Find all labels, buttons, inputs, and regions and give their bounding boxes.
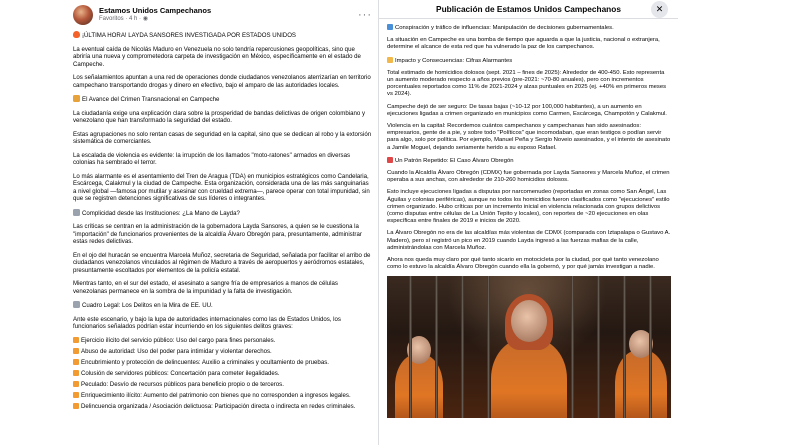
paragraph-text: Estas agrupaciones no solo rentan casas de seguridad en la capital, sino que se dedican al robo y la extorsión sistemática de comerciantes. xyxy=(73,130,372,145)
cell-bar xyxy=(409,276,412,418)
cell-bar xyxy=(435,276,438,418)
check-icon xyxy=(73,381,79,387)
modal-text xyxy=(387,24,672,271)
crime-text: Peculado: Desvío de recursos públicos para beneficio propio o de terceros. xyxy=(81,380,284,388)
post-paragraph xyxy=(387,123,672,152)
shield-icon xyxy=(73,95,80,102)
post-paragraph xyxy=(387,37,672,51)
paragraph-text: Complicidad desde las Instituciones: ¿La Mano de Layda? xyxy=(82,209,240,217)
page-avatar[interactable] xyxy=(73,5,93,25)
crime-list-item xyxy=(73,337,372,345)
crime-list-item xyxy=(73,381,372,389)
paragraph-text: La eventual caída de Nicolás Maduro en Venezuela no solo tendría repercusiones geopolíticas, sino que abriría una nueva y comprometedora carpeta de investigación en México, específicamente en el estado de Campeche. xyxy=(73,45,361,68)
modal-body xyxy=(379,19,678,418)
paragraph-text: Los señalamientos apuntan a una red de operaciones donde ciudadanos venezolanos aterrizarían en territorio campechano transportando drogas y dinero en efectivo, bajo el amparo de las autoridades locales. xyxy=(73,74,371,89)
crime-text: Colusión de servidores públicos: Concertación para cometer ilegalidades. xyxy=(81,369,280,377)
crime-list xyxy=(73,337,372,411)
post-paragraph xyxy=(387,104,672,118)
post-modal xyxy=(378,0,678,445)
post-paragraph xyxy=(73,316,372,331)
post-paragraph xyxy=(73,46,372,69)
crime-text: Enriquecimiento ilícito: Aumento del patrimonio con bienes que no corresponden a ingresos legales. xyxy=(81,391,351,399)
check-icon xyxy=(73,337,79,343)
post-paragraph xyxy=(387,230,672,252)
cell-bar xyxy=(597,276,600,418)
post-paragraph xyxy=(387,70,672,99)
post-paragraph xyxy=(73,252,372,275)
post-body xyxy=(73,31,372,331)
post-paragraph xyxy=(73,301,372,310)
feed-post xyxy=(0,0,378,445)
check-icon xyxy=(73,392,79,398)
photo-figure-center xyxy=(491,338,567,418)
paragraph-text: En el ojo del huracán se encuentra Marcela Muñoz, secretaria de Seguridad, señalada por facilitar el arribo de ciudadanos venezolanos vinculados al régimen de Maduro a través de aeropuertos y aeródromos estatales, presuntamente escoltados por elementos de la policía estatal. xyxy=(73,251,371,274)
more-options-button[interactable]: ··· xyxy=(358,9,372,21)
paragraph-text: Violencia en la capital: Recordemos cuántos campechanos y campechanas han sido asesinados: empresarios, gente de a pie, y sobre todo "Políticos" que incomodaban, que eran testigos o podían servir para algo, solo por política. Por ejemplo, Manuel Peña y Sergio Noveio asesinados, y el intento de asesinato a Jamile Moguel, dejando seriamente herido a su esposo Rafael. xyxy=(387,123,671,151)
post-paragraph xyxy=(73,280,372,295)
paragraph-text: La escalada de violencia es evidente: la irrupción de los llamados "moto-ratones" armados en diversas colonias ha sembrado el terror. xyxy=(73,151,351,166)
post-header xyxy=(73,5,372,25)
post-paragraph xyxy=(73,110,372,125)
post-paragraph xyxy=(387,189,672,225)
paragraph-text: Esto incluye ejecuciones ligadas a disputas por narcomenudeo (reportadas en zonas como San Ángel, Las Águilas y colonias periféricas), aunque no todos los homicidios fueron clasificados como "ejecuciones" estilo crimen organizado. Hubo críticas por un incremento inicial en violencia relacionada con grupos delictivos (como disputas entre células de La Unión Tepito y locales), con reportes de ~20 ejecuciones en olas específicas entre finales de 2019 e inicios de 2020. xyxy=(387,189,670,225)
cell-bar xyxy=(571,276,574,418)
cell-bar xyxy=(487,276,490,418)
boom-icon xyxy=(387,57,393,63)
post-paragraph xyxy=(73,152,372,167)
check-icon xyxy=(73,359,79,365)
crime-text: Ejercicio ilícito del servicio público: Uso del cargo para fines personales. xyxy=(81,336,276,344)
paragraph-text: Total estimado de homicidios dolosos (sept. 2021 – fines de 2025): Alrededor de 400-450. Esto representa un aumento moderado respecto a años previos (pre-2021: ~70-80 anuales), pero con incrementos porcentuales reportados como 11% de 2021-2024 y alzas puntuales en 2025 (ej. +40% en primeros meses vs 2024). xyxy=(387,69,667,98)
check-icon xyxy=(73,403,79,409)
fire-icon xyxy=(73,31,80,38)
globe-icon xyxy=(387,24,393,30)
pin-icon xyxy=(387,157,393,163)
post-paragraph xyxy=(387,257,672,271)
crime-text: Abuso de autoridad: Uso del poder para intimidar y violentar derechos. xyxy=(81,347,272,355)
paragraph-text: La Álvaro Obregón no era de las alcaldías más violentas de CDMX (comparada con Iztapalapa o Gustavo A. Madero), pero sí registró un pico en 2019 cuando Layda ingresó a las fuerzas mafias de la calle, administrándolas con Marcela Muñoz. xyxy=(387,230,671,251)
cell-bar xyxy=(649,276,652,418)
paragraph-text: Ante este escenario, y bajo la lupa de autoridades internacionales como las de Estados Unidos, los funcionarios señalados podrían estar incurriendo en los siguientes delitos graves: xyxy=(73,315,341,330)
post-photo[interactable] xyxy=(387,276,671,418)
crime-list-item xyxy=(73,348,372,356)
post-paragraph xyxy=(73,95,372,104)
post-paragraph xyxy=(73,131,372,146)
check-icon xyxy=(73,370,79,376)
crime-text: Delincuencia organizada / Asociación delictuosa: Participación directa o indirecta en redes criminales. xyxy=(81,402,356,410)
post-paragraph xyxy=(387,157,672,165)
paragraph-text: Ahora nos queda muy claro por qué tanto sicario en motocicleta por la ciudad, por qué tanto venezolano como lo estuvo la alcaldía Álvaro Obregón cuando ella la gobernó, y por qué jamás investigan a nadie. xyxy=(387,257,659,271)
post-meta xyxy=(99,15,211,24)
paragraph-text: Conspiración y tráfico de influencias: Manipulación de decisiones gubernamentales. xyxy=(395,25,614,31)
post-paragraph xyxy=(387,57,672,65)
paragraph-text: Cuando la Alcaldía Álvaro Obregón (CDMX) fue gobernada por Layda Sansores y Marcela Muñoz, el crimen operaba a sus anchas, con alrededor de 210-260 homicidios dolosos. xyxy=(387,170,670,184)
modal-title: Publicación de Estamos Unidos Campechanos xyxy=(436,4,621,14)
globe-icon: ◉ xyxy=(142,16,148,22)
modal-header xyxy=(379,0,678,19)
post-paragraph xyxy=(73,173,372,203)
post-paragraph xyxy=(73,74,372,89)
paragraph-text: El Avance del Crimen Transnacional en Campeche xyxy=(82,96,220,103)
post-paragraph xyxy=(387,24,672,32)
crime-list-item xyxy=(73,403,372,411)
crime-list-item xyxy=(73,392,372,400)
close-icon: ✕ xyxy=(655,4,664,14)
crime-text: Encubrimiento y protección de delincuentes: Auxilio a criminales y ocultamiento de pruebas. xyxy=(81,358,329,366)
paragraph-text: Cuadro Legal: Los Delitos en la Mira de EE. UU. xyxy=(82,302,213,309)
post-paragraph xyxy=(73,223,372,246)
scale-icon xyxy=(73,209,80,216)
paragraph-text: Lo más alarmante es el asentamiento del Tren de Aragua (TDA) en municipios estratégicos como Candelaria, Escárcega, Calakmul y la ciudad de Campeche. Esta organización, considerada una de las más sanguinarias a nivel global —famosa por mutilar y asesinar con crueldad extrema—, parece operar con total impunidad, sin que se registren detenciones significativas de sus líderes o integrantes. xyxy=(73,172,370,202)
paragraph-text: La ciudadanía exige una explicación clara sobre la prosperidad de bandas delictivas de origen colombiano y venezolano que han transformado la seguridad del estado. xyxy=(73,109,366,124)
paragraph-text: Las críticas se centran en la administración de la gobernadora Layda Sansores, a quien se le cuestiona la "importación" de funcionarios provenientes de la alcaldía Álvaro Obregón para, presuntamente, administrar estas redes delictivas. xyxy=(73,223,362,245)
post-paragraph xyxy=(73,31,372,40)
paragraph-text: Un Patrón Repetido: El Caso Álvaro Obregón xyxy=(395,157,514,164)
cell-bar xyxy=(623,276,626,418)
paragraph-text: Campeche dejó de ser seguro: De tasas bajas (~10-12 por 100,000 habitantes), a un aumento en ejecuciones ligadas a crimen organizado en municipios como Carmen, Escárcega, Champotón y Calakmul. xyxy=(387,103,667,117)
post-meta-text: Favoritos · 4 h · xyxy=(99,16,143,22)
page-name-link[interactable]: Estamos Unidos Campechanos xyxy=(99,6,212,15)
paragraph-text: Mientras tanto, en el sur del estado, el asesinato a sangre fría de empresarios a manos de células venezolanas permanece en la sombra de la impunidad y la falta de investigación. xyxy=(73,280,338,295)
post-header-text xyxy=(99,6,211,24)
paragraph-text: La situación en Campeche es una bomba de tiempo que aguarda a que la justicia, nacional o extranjera, determine el alcance de esta red que ha vulnerado la paz de los campechanos. xyxy=(387,37,660,51)
cell-bar xyxy=(461,276,464,418)
crime-list-item xyxy=(73,370,372,378)
scale-icon xyxy=(73,301,80,308)
check-icon xyxy=(73,348,79,354)
paragraph-text: Impacto y Consecuencias: Cifras Alarmantes xyxy=(395,57,513,64)
post-paragraph xyxy=(73,209,372,218)
paragraph-text: ¡ÚLTIMA HORA! LAYDA SANSORES INVESTIGADA POR ESTADOS UNIDOS xyxy=(82,32,297,39)
post-paragraph xyxy=(387,170,672,184)
crime-list-item xyxy=(73,359,372,367)
close-button[interactable] xyxy=(651,1,668,18)
